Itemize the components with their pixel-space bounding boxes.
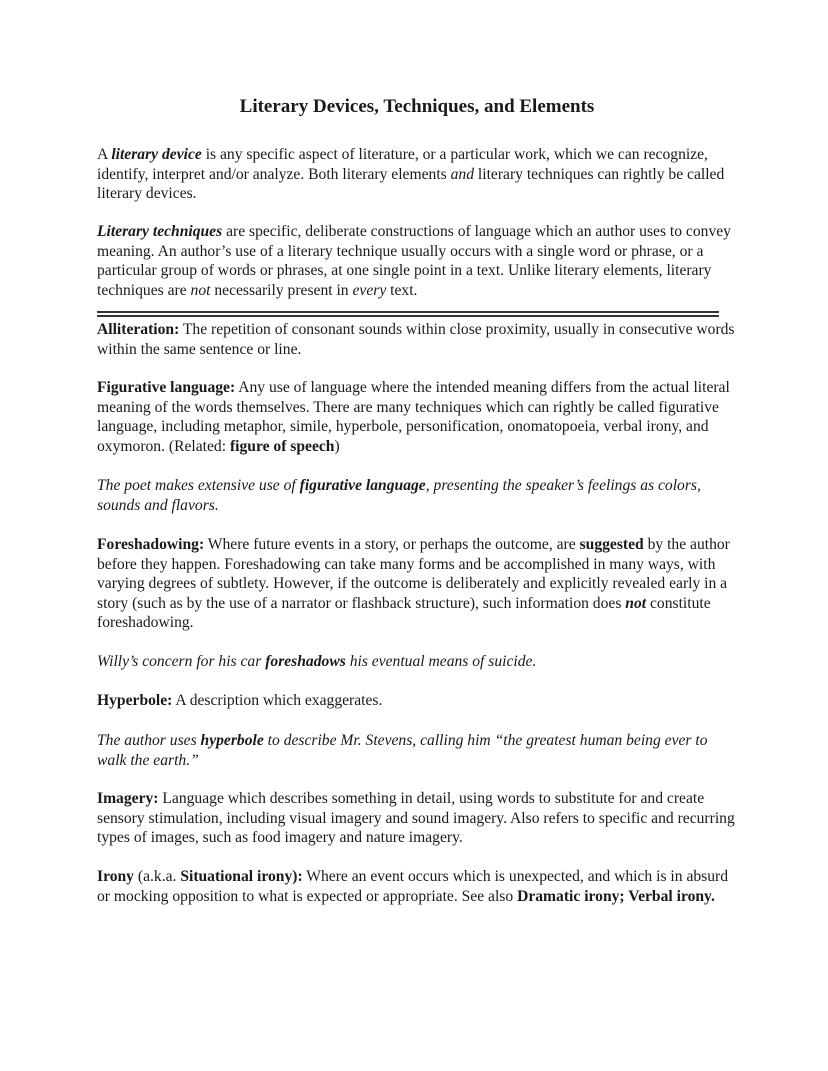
entry-hyperbole: Hyperbole: A description which exaggerates. — [97, 692, 383, 709]
example-hyperbole: The author uses hyperbole to describe Mr. Stevens, calling him “the greatest human being ever to walk the earth.” — [97, 732, 708, 769]
entry-irony: Irony (a.k.a. Situational irony): Where an event occurs which is unexpected, and which is in absurd or mocking opposition to what is expected or appropriate. See also Dramatic irony; Verbal irony. — [97, 868, 729, 905]
entry-figurative-language: Figurative language: Any use of language where the intended meaning differs from the actual literal meaning of the words themselves. There are many techniques which can rightly be called figurative language, including metaphor, simile, hyperbole, personification, onomatopoeia, verbal irony, and oxymoron. (Related: figure of speech) — [97, 379, 730, 455]
intro-literary-techniques: Literary techniques are specific, deliberate constructions of language which an author uses to convey meaning. An author’s use of a literary technique usually occurs with a single word or phrase, or a particular group of words or phrases, at one single point in a text. Unlike literary elements, literary techniques are not necessarily present in every text. — [97, 223, 731, 299]
term-literary-device: literary device — [111, 146, 202, 163]
example-foreshadowing: Willy’s concern for his car foreshadows his eventual means of suicide. — [97, 653, 537, 670]
term-literary-techniques: Literary techniques — [97, 223, 223, 240]
page-title: Literary Devices, Techniques, and Elements — [239, 96, 595, 117]
entry-imagery: Imagery: Language which describes something in detail, using words to substitute for and create sensory stimulation, including visual imagery and sound imagery. Also refers to specific and recurring types of images, such as food imagery and nature imagery. — [97, 790, 735, 846]
entry-foreshadowing: Foreshadowing: Where future events in a story, or perhaps the outcome, are suggested by the author before they happen. Foreshadowing can take many forms and be accomplished in many ways, with varying degrees of subtlety. However, if the outcome is deliberately and explicitly revealed early in a story (such as by the use of a narrator or flashback structure), such information does not constitute foreshadowing. — [97, 536, 730, 631]
double-rule-divider — [97, 311, 719, 317]
example-figurative-language: The poet makes extensive use of figurative language, presenting the speaker’s feelings as colors, sounds and flavors. — [97, 477, 701, 514]
intro-literary-device: A literary device is any specific aspect of literature, or a particular work, which we can recognize, identify, interpret and/or analyze. Both literary elements and literary techniques can rightly be called literary devices. — [97, 146, 725, 202]
entry-alliteration: Alliteration: The repetition of consonant sounds within close proximity, usually in consecutive words within the same sentence or line. — [97, 321, 735, 358]
